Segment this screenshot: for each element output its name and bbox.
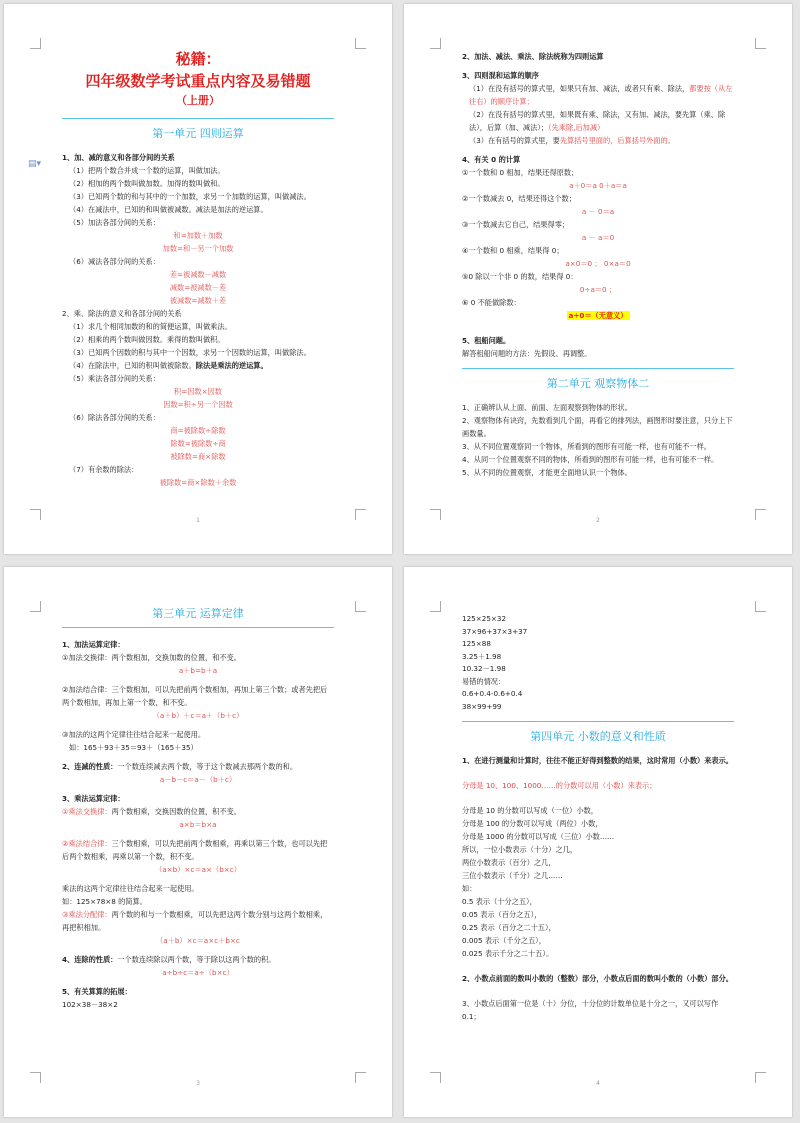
list-item: （5）乘法各部分间的关系： [69,374,160,383]
example: 如：125×78×8 的简算。 [62,897,147,906]
calc-line: 125×25×32 [462,614,507,623]
calc-line: 10.32－1.98 [462,664,506,673]
formula: a＋0＝a 0＋a＝a [569,181,627,190]
list-item-text: （3）在有括号的算式里，要 [469,136,560,145]
list-item: ③加法的这两个定律往往结合起来一起使用。 [62,730,206,739]
list-item-text: （4）在除法中，已知的积叫做被除数。 [69,361,196,370]
formula: 积=因数×因数 [174,387,222,396]
page-number: 4 [596,1080,600,1087]
list-item: 分母是 10 的分数可以写成（一位）小数， [462,806,598,815]
list-item: 5、从不同的位置观察，才能更全面地认识一个物体。 [462,468,632,477]
formula: （a＋b）×c＝a×c＋b×c [156,936,240,945]
list-item: 0.25 表示（百分之二十五）， [462,923,556,932]
document-page-2 [404,4,792,554]
list-item: （7）有余数的除法： [69,465,139,474]
highlight-text: （先乘除,后加减） [548,123,605,132]
formula: a＋b=b＋a [178,666,218,675]
formula: （a＋b）＋c＝a＋（b＋c） [152,711,244,720]
formula: a － 0＝a [581,207,615,216]
highlight-text: 都要按（从左往右）的顺序计算； [469,84,733,106]
calc-line: 易错的情况： [462,676,506,686]
section-heading: 2、加法、减法、乘法、除法统称为四则运算 [462,52,604,61]
margin-mark [430,601,441,612]
section-heading: 3、乘法运算定律： [62,794,125,803]
list-item: ②加法结合律：三个数相加，可以先把前两个数相加，再加上第三个数；或者先把后两个数相加，再加上第一个数，和不变。 [62,685,328,707]
document-page-3 [4,567,392,1117]
list-item-text: 两个数的和与一个数相乘，可以先把这两个数分别与这两个数相乘，再把积相加。 [62,910,328,932]
list-item: ③一个数减去它自己，结果得零； [462,220,570,229]
law-name: ②乘法结合律： [62,839,112,848]
formula: a － a＝0 [581,233,615,242]
list-item: 如： [462,884,477,893]
unit-heading: 第一单元 四则运算 [62,118,334,141]
list-item: ①加法交换律：两个数相加，交换加数的位置，和不变。 [62,653,241,662]
calc-line: 125×88 [462,639,491,648]
list-item: （1）把两个数合并成一个数的运算，叫做加法。 [69,166,225,175]
list-item: 三位小数表示（千分）之几…… [462,871,563,880]
formula: a×b＝b×a [179,820,217,829]
list-item: 乘法的这两个定律往往结合起来一起使用。 [62,884,199,893]
unit-heading: 第三单元 运算定律 [62,607,334,628]
page-number: 2 [596,517,600,524]
highlighted-formula: a÷0＝（无意义） [568,311,628,320]
list-item: 两位小数表示（百分）之几， [462,858,556,867]
formula: 被减数=减数＋差 [169,296,227,305]
list-item [462,108,734,134]
list-item: 0.05 表示（百分之五）， [462,910,542,919]
formula: a×0＝0 ； 0×a＝0 [565,259,631,268]
list-item [462,134,734,147]
list-item: ②一个数减去 0，结果还得这个数； [462,194,576,203]
section-heading: 1、加法运算定律： [62,640,125,649]
formula: 0÷a＝0 ； [579,285,617,294]
document-page-1 [4,4,392,554]
formula: a－b－c＝a－（b＋c） [159,775,237,784]
formula: 被除数=商×除数＋余数 [159,478,237,487]
formula: 商=被除数÷除数 [170,426,226,435]
list-item: ⑤0 除以一个非 0 的数，结果得 0： [462,272,578,281]
formula: 和=加数＋加数 [173,231,223,240]
section-heading: 1、加、减的意义和各部分间的关系 [62,153,175,162]
paragraph: 解答租船问题的方法：先假设、再调整。 [462,349,592,358]
calc-line: 0.6+0.4-0.6+0.4 [462,689,523,698]
list-item-bold: 除法是乘法的逆运算。 [195,361,268,370]
section-heading: 2、小数点前面的数叫小数的（整数）部分，小数点后面的数叫小数的（小数）部分。 [462,974,733,983]
list-item [62,953,334,966]
list-item: （6）除法各部分间的关系： [69,413,160,422]
list-item: 0.025 表示千分之二十五）。 [462,949,554,958]
calc-line: 37×96+37×3+37 [462,626,528,636]
unit-heading: 第二单元 观察物体二 [462,368,734,391]
formula: （a×b）×c＝a×（b×c） [155,865,241,874]
list-item: （2）相乘的两个数叫做因数。乘得的数叫做积。 [69,335,225,344]
section-heading: 4、有关 0 的计算 [462,155,521,164]
unit-heading: 第四单元 小数的意义和性质 [462,721,734,744]
list-item [62,805,334,818]
list-item [62,837,334,863]
list-item: ④一个数和 0 相乘，结果得 0； [462,246,564,255]
list-item-text: 两个数相乘，交换因数的位置，积不变。 [111,807,241,816]
list-item: ⑥ 0 不能做除数： [462,298,521,307]
list-item: 4、从同一个位置观察不同的物体，所看到的图形有可能一样，也有可能不一样。 [462,455,719,464]
list-item [62,908,334,934]
margin-mark [430,38,441,49]
doc-title-line2: 四年级数学考试重点内容及易错题 [85,72,311,90]
margin-mark [355,601,366,612]
section-heading: 5、租船问题。 [462,336,511,345]
list-item-text: （1）在没有括号的算式里，如果只有加、减法，或者只有乘、除法， [469,84,690,93]
doc-title-line3: （上册） [176,94,220,107]
formula: 减数=被减数－差 [169,283,227,292]
paragraph: 3、小数点后面第一位是（十）分位，十分位的计数单位是十分之一，又可以写作 0.1； [462,999,719,1021]
list-item: （4）在减法中，已知的和叫做被减数。减法是加法的逆运算。 [69,205,268,214]
section-heading: 5、有关算算的拓展： [62,987,132,996]
example: 102×38－38×2 [62,1000,118,1009]
list-item: （1）求几个相同加数的和的简便运算，叫做乘法。 [69,322,232,331]
list-item: （2）相加的两个数叫做加数。加得的数叫做和。 [69,179,225,188]
list-item: 0.005 表示（千分之五）， [462,936,546,945]
list-item-text: 一个数连续除以两个数，等于除以这两个数的积。 [117,955,276,964]
list-item [69,359,334,372]
list-item: 所以，一位小数表示（十分）之几， [462,845,578,854]
formula: 差=被减数－减数 [169,270,227,279]
formula: a÷b÷c＝a÷（b×c） [162,968,234,977]
list-item-text: 三个数相乘，可以先把前两个数相乘，再乘以第三个数，也可以先把后两个数相乘，再乘以第一个数，积不变。 [62,839,328,861]
section-heading: 2、连减的性质： [62,762,118,771]
formula: 被除数=商×除数 [170,452,226,461]
list-item: 3、从不同位置观察同一个物体，所看到的图形有可能一样，也有可能不一样。 [462,442,711,451]
margin-mark [355,38,366,49]
calc-line: 38×99+99 [462,701,502,711]
section-heading: 2、乘、除法的意义和各部分间的关系 [62,309,182,318]
list-item: 1、正确辨认从上面、前面、左面观察到物体的形状。 [462,403,632,412]
section-heading: 4、连除的性质： [62,955,118,964]
formula: 加数=和－另一个加数 [162,244,234,253]
highlight-text: 先算括号里面的，后算括号外面的。 [559,136,675,145]
example: 如：165＋93＋35＝93＋（165＋35） [69,743,198,752]
document-icon[interactable]: ▤▾ [28,159,42,169]
document-page-4 [404,567,792,1117]
law-name: ①乘法交换律： [62,807,112,816]
margin-mark [755,601,766,612]
list-item: ①一个数和 0 相加，结果还得原数； [462,168,579,177]
formula: 因数=积÷另一个因数 [163,400,233,409]
section-heading: 1、在进行测量和计算时，往往不能正好得到整数的结果，这时常用（小数）来表示。 [462,756,733,765]
doc-title-line1: 秘籍： [175,50,221,68]
calc-line: 3.25＋1.98 [462,651,502,661]
list-item: （3）已知两个因数的积与其中一个因数，求另一个因数的运算，叫做除法。 [69,348,311,357]
margin-mark [30,601,41,612]
list-item [462,82,734,108]
list-item: 分母是 100 的分数可以写成（两位）小数， [462,819,603,828]
list-item: （6）减法各部分间的关系： [69,257,160,266]
page-number: 1 [196,517,200,524]
highlight-text: 分母是 10、100、1000……的分数可以用（小数）来表示； [462,781,657,790]
formula: 除数=被除数÷商 [170,439,226,448]
list-item [62,760,334,773]
list-item: （3）已知两个数的和与其中的一个加数，求另一个加数的运算，叫做减法。 [69,192,311,201]
list-item-text: （2）在没有括号的算式里，如果既有乘、除法，又有加、减法，要先算（乘、除法），后算（加、减法）； [469,110,726,132]
list-item: 分母是 1000 的分数可以写成（三位）小数…… [462,832,615,841]
list-item: （5）加法各部分间的关系： [69,218,160,227]
list-item: 2、观察物体有诀窍，先数看到几个面，再看它的排列法，画图形时要注意，只分上下画数量。 [462,416,733,438]
list-item: 0.5 表示（十分之五）， [462,897,537,906]
margin-mark [755,38,766,49]
section-heading: 3、四则混和运算的顺序 [462,71,539,80]
page-number: 3 [196,1080,200,1087]
list-item-text: 一个数连续减去两个数，等于这个数减去那两个数的和。 [117,762,298,771]
law-name: ③乘法分配律： [62,910,112,919]
margin-mark [30,38,41,49]
